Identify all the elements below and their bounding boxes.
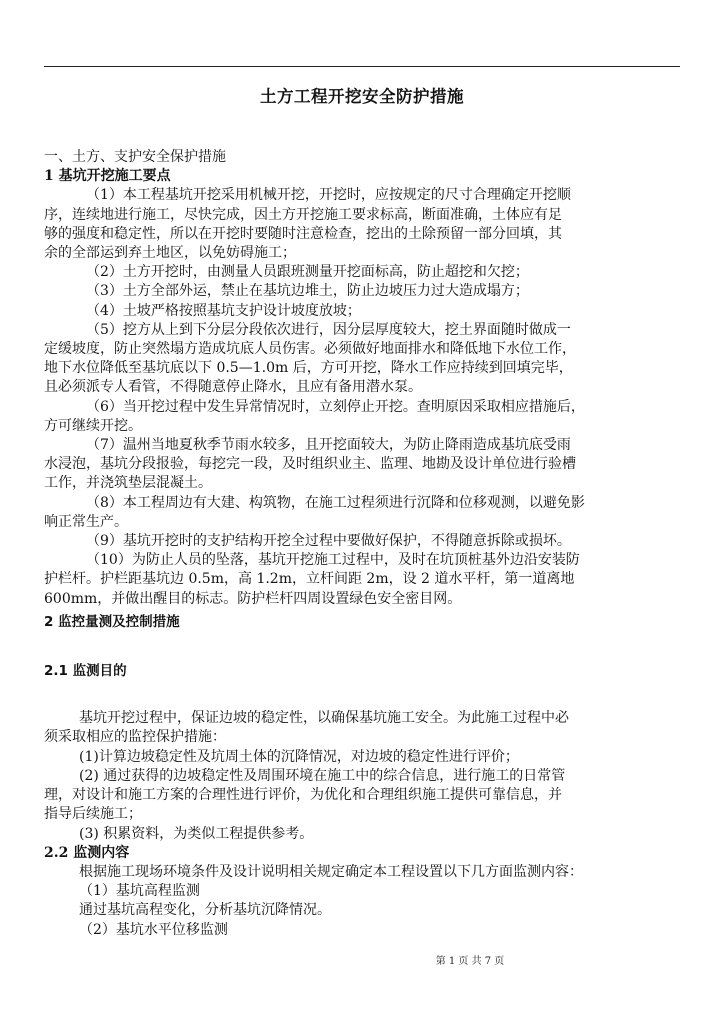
- section-heading: 2 监控量测及控制措施: [44, 613, 180, 630]
- paragraph-line: 基坑开挖过程中，保证边坡的稳定性，以确保基坑施工安全。为此施工过程中必: [79, 710, 569, 727]
- subsection-heading: 2.2 监测内容: [44, 844, 130, 861]
- header-rule: [44, 66, 680, 67]
- paragraph-line: （5）挖方从上到下分层分段依次进行，因分层厚度较大，挖土界面随时做成一: [86, 321, 571, 338]
- paragraph-line: （1）基坑高程监测: [79, 883, 200, 900]
- paragraph-line: （6）当开挖过程中发生异常情况时，立刻停止开挖。查明原因采取相应措施后，: [86, 398, 585, 415]
- paragraph-line: 方可继续开挖。: [44, 417, 142, 434]
- paragraph-line: 护栏杆。护栏距基坑边 0.5m，高 1.2m，立杆间距 2m，设 2 道水平杆，第一道离地: [44, 571, 575, 588]
- paragraph-line: 地下水位降低至基坑底以下 0.5—1.0m 后，方可开挖，降水工作应持续到回填完毕，: [44, 360, 573, 377]
- paragraph-line: （4）土坡严格按照基坑支护设计坡度放坡；: [86, 302, 361, 319]
- paragraph-line: 600mm，并做出醒目的标志。防护栏杆四周设置绿色安全密目网。: [44, 590, 462, 607]
- paragraph-line: （2）基坑水平位移监测: [79, 921, 228, 938]
- document-body: [44, 148, 684, 940]
- paragraph-line: 根据施工现场环境条件及设计说明相关规定确定本工程设置以下几方面监测内容：: [79, 863, 583, 880]
- section-heading: 一、土方、支护安全保护措施: [44, 149, 226, 165]
- document-title: 土方工程开挖安全防护措施: [260, 87, 464, 106]
- paragraph-line: 指导后续施工；: [44, 806, 142, 823]
- paragraph-line: 水浸泡，基坑分段报验，每挖完一段，及时组织业主、监理、地勘及设计单位进行验槽: [44, 456, 576, 473]
- paragraph-line: 够的强度和稳定性，所以在开挖时要随时注意检查，挖出的土除预留一部分回填，其: [44, 225, 562, 242]
- paragraph-line: 理，对设计和施工方案的合理性进行评价，为优化和合理组织施工提供可靠信息，并: [44, 787, 562, 804]
- paragraph-line: （1）本工程基坑开挖采用机械开挖，开挖时，应按规定的尺寸合理确定开挖顺: [86, 187, 571, 204]
- subsection-heading: 2.1 监测目的: [44, 663, 127, 680]
- paragraph-line: 通过基坑高程变化，分析基坑沉降情况。: [79, 902, 331, 919]
- paragraph-line: (2) 通过获得的边坡稳定性及周围环境在施工中的综合信息，进行施工的日常管: [79, 767, 566, 784]
- paragraph-line: (3) 积累资料，为类似工程提供参考。: [79, 825, 314, 842]
- paragraph-line: 序，连续地进行施工，尽快完成，因土方开挖施工要求标高，断面准确，土体应有足: [44, 206, 562, 223]
- paragraph-line: （3）土方全部外运，禁止在基坑边堆土，防止边坡压力过大造成塌方；: [86, 283, 529, 300]
- paragraph-line: 须采取相应的监控保护措施：: [44, 729, 226, 746]
- paragraph-line: 响正常生产。: [44, 513, 128, 530]
- paragraph-line: （8）本工程周边有大建、构筑物，在施工过程须进行沉降和位移观测，以避免影: [86, 494, 585, 511]
- paragraph-line: 定缓坡度，防止突然塌方造成坑底人员伤害。必须做好地面排水和降低地下水位工作，: [44, 341, 576, 358]
- subsection-heading: 1 基坑开挖施工要点: [44, 168, 171, 185]
- paragraph-line: 工作，并浇筑垫层混凝土。: [44, 475, 212, 492]
- page-number-footer: 第 1 页 共 7 页: [435, 956, 505, 967]
- paragraph-line: 余的全部运到弃土地区，以免妨碍施工；: [44, 245, 296, 262]
- paragraph-line: 且必须派专人看管，不得随意停止降水，且应有备用潜水泵。: [44, 379, 422, 396]
- paragraph-line: （10）为防止人员的坠落，基坑开挖施工过程中，及时在坑顶桩基外边沿安装防: [86, 552, 580, 569]
- paragraph-line: （9）基坑开挖时的支护结构开挖全过程中要做好保护，不得随意拆除或损坏。: [86, 533, 571, 550]
- paragraph-line: （7）温州当地夏秋季节雨水较多，且开挖面较大，为防止降雨造成基坑底受雨: [86, 437, 571, 454]
- paragraph-line: (1)计算边坡稳定性及坑周土体的沉降情况，对边坡的稳定性进行评价；: [79, 748, 519, 765]
- paragraph-line: （2）土方开挖时，由测量人员跟班测量开挖面标高，防止超挖和欠挖；: [86, 264, 529, 281]
